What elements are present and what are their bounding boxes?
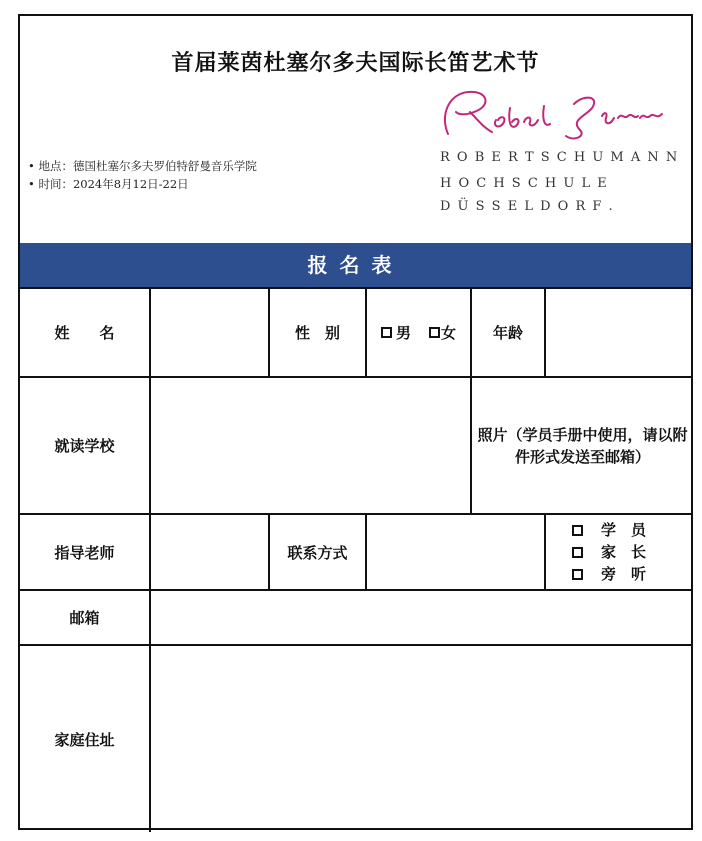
role-parent-checkbox[interactable] [572,547,583,558]
contact-field[interactable] [367,515,544,589]
age-label: 年龄 [492,324,523,342]
logo-line-3: D Ü S S E L D O R F . [440,199,615,214]
gender-label: 性 别 [294,324,340,342]
school-label: 就读学校 [54,437,115,455]
grid-line [544,513,546,589]
gender-female-label: 女 [441,324,457,342]
role-options [572,519,646,585]
address-label: 家庭住址 [54,730,115,749]
logo-line-1: R O B E R T S C H U M A N N [440,150,679,165]
gender-male-checkbox[interactable] [381,327,392,338]
address-field[interactable] [151,646,691,828]
teacher-field[interactable] [151,515,268,589]
page-title: 首届莱茵杜塞尔多夫国际长笛艺术节 [171,51,540,76]
signature-mark [434,86,670,146]
event-info [28,157,257,193]
schumann-hochschule-logo [434,86,679,216]
event-location: • 地点：德国杜塞尔多夫罗伯特舒曼音乐学院 [28,159,257,173]
email-label: 邮箱 [69,609,100,627]
registration-sheet [18,14,693,830]
name-label: 姓 名 [54,324,115,342]
form-header: 报名表 [20,243,691,287]
email-field[interactable] [151,591,691,644]
name-field[interactable] [151,289,268,376]
gender-female-checkbox[interactable] [429,327,440,338]
role-option-parent: 家 长 [572,541,646,563]
role-auditor-checkbox[interactable] [572,569,583,580]
logo-line-2: H O C H S C H U L E [440,176,609,191]
event-time: • 时间：2024年8月12日-22日 [28,177,189,191]
gender-male-label: 男 [395,324,411,342]
role-student-checkbox[interactable] [572,525,583,536]
age-field[interactable] [546,289,691,376]
teacher-label: 指导老师 [54,543,115,562]
school-field[interactable] [151,378,470,513]
role-option-student: 学 员 [572,519,646,541]
gender-options [367,289,470,376]
role-option-auditor: 旁 听 [572,563,646,585]
contact-label: 联系方式 [287,543,348,562]
photo-note: 照片（学员手册中使用，请以附件形式发送至邮箱） [477,425,688,466]
